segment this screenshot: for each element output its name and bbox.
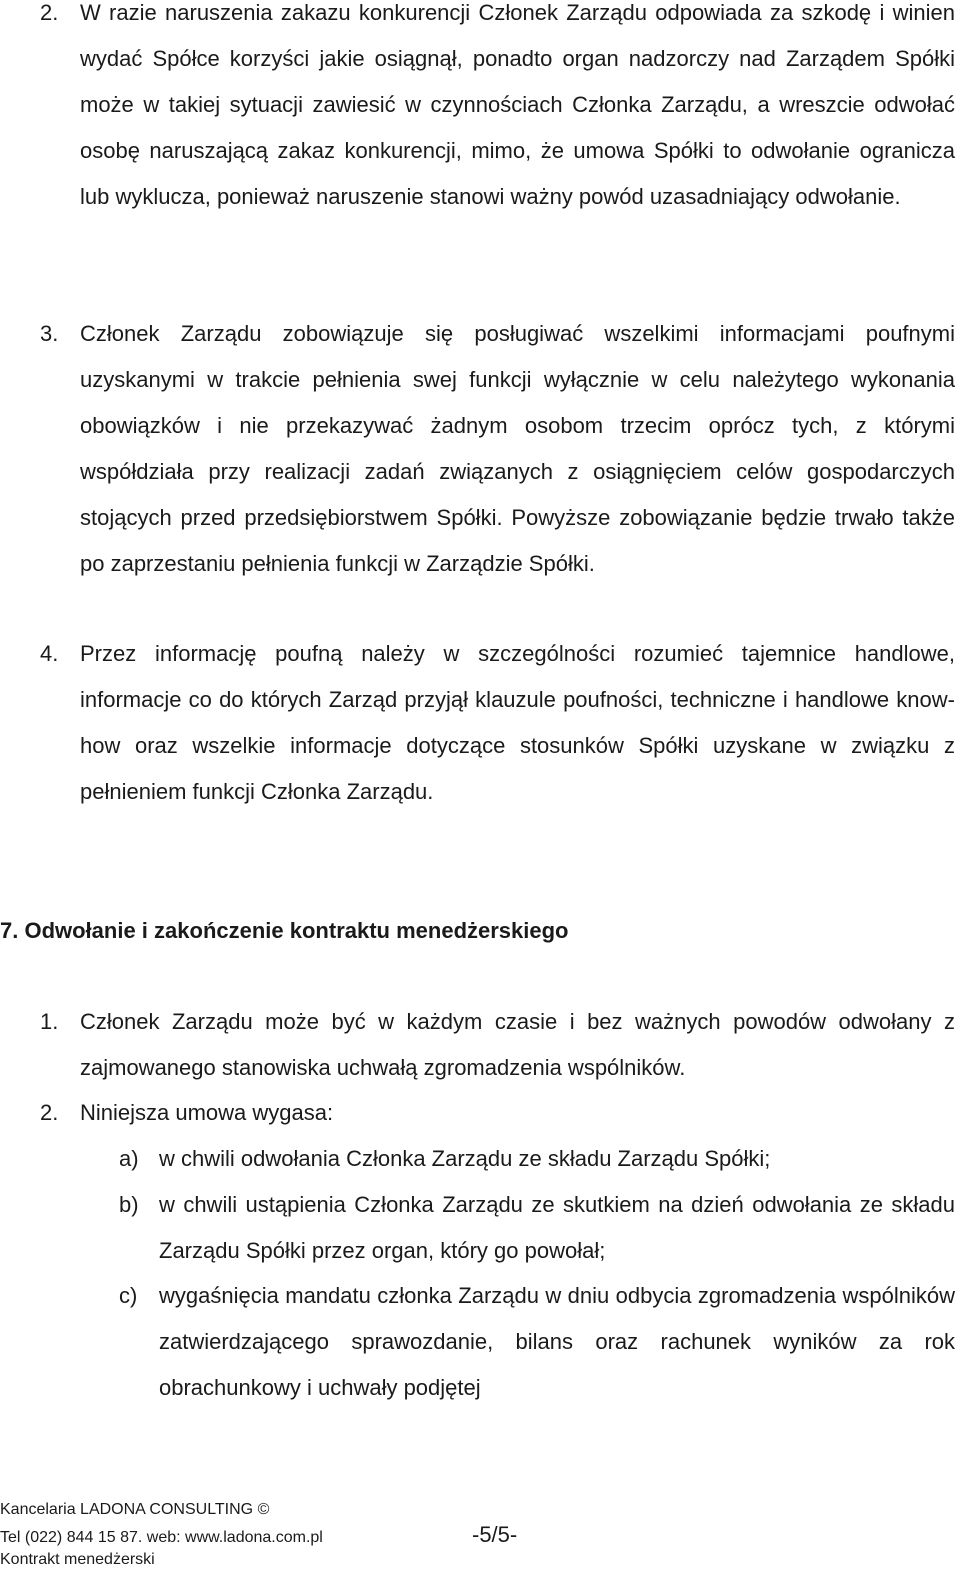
paragraph-item-2 <box>40 0 955 220</box>
page-number: -5/5- <box>472 1522 518 1547</box>
item-number: 3. <box>40 321 59 346</box>
subitem-text: w chwili odwołania Członka Zarządu ze składu Zarządu Spółki; <box>159 1146 771 1171</box>
subitem-letter: c) <box>119 1283 138 1308</box>
subitem-text: w chwili ustąpienia Członka Zarządu ze skutkiem na dzień odwołania ze składu Zarządu Spółki przez organ, który go powołał; <box>159 1192 955 1263</box>
item-text: Członek Zarządu może być w każdym czasie i bez ważnych powodów odwołany z zajmowanego stanowiska uchwałą zgromadzenia wspólników. <box>80 1009 955 1080</box>
subitem-c <box>119 1273 955 1411</box>
footer-company: Kancelaria LADONA CONSULTING © <box>0 1501 270 1518</box>
paragraph-item-4 <box>40 631 955 815</box>
subitem-a <box>119 1136 955 1182</box>
section7-item-1 <box>40 999 955 1091</box>
item-text: Przez informację poufną należy w szczególności rozumieć tajemnice handlowe, informacje co do których Zarząd przyjął klauzule poufności, techniczne i handlowe know-how oraz wszelkie informacje dotyczące stosunków Spółki uzyskane w związku z pełnieniem funkcji Członka Zarządu. <box>80 641 955 804</box>
subitem-b <box>119 1182 955 1274</box>
subitem-letter: a) <box>119 1146 139 1171</box>
subitem-letter: b) <box>119 1192 139 1217</box>
item-text: W razie naruszenia zakazu konkurencji Członek Zarządu odpowiada za szkodę i winien wydać Spółce korzyści jakie osiągnął, ponadto organ nadzorczy nad Zarządem Spółki może w takiej sytuacji zawiesić w czynnościach Członka Zarządu, a wreszcie odwołać osobę naruszającą zakaz konkurencji, mimo, że umowa Spółki to odwołanie ogranicza lub wyklucza, ponieważ naruszenie stanowi ważny powód uzasadniający odwołanie. <box>80 0 955 209</box>
item-number: 2. <box>40 0 59 25</box>
item-text: Członek Zarządu zobowiązuje się posługiwać wszelkimi informacjami poufnymi uzyskanymi w trakcie pełnienia swej funkcji wyłącznie w celu należytego wykonania obowiązków i nie przekazywać żadnym osobom trzecim oprócz tych, z którymi współdziała przy realizacji zadań związanych z osiągnięciem celów gospodarczych stojących przed przedsiębiorstwem Spółki. Powyższe zobowiązanie będzie trwało także po zaprzestaniu pełnienia funkcji w Zarządzie Spółki. <box>80 321 955 576</box>
item-text: Niniejsza umowa wygasa: <box>80 1100 334 1125</box>
item-number: 1. <box>40 1009 59 1034</box>
footer-doc-title: Kontrakt menedżerski <box>0 1551 155 1568</box>
item-number: 4. <box>40 641 59 666</box>
section7-item-2 <box>40 1090 955 1136</box>
section-heading: 7. Odwołanie i zakończenie kontraktu menedżerskiego <box>0 918 569 943</box>
paragraph-item-3 <box>40 311 955 587</box>
item-number: 2. <box>40 1100 59 1125</box>
footer-contact: Tel (022) 844 15 87. web: www.ladona.com.pl <box>0 1529 323 1546</box>
subitem-text: wygaśnięcia mandatu członka Zarządu w dniu odbycia zgromadzenia wspólników zatwierdzającego sprawozdanie, bilans oraz rachunek wyników za rok obrachunkowy i uchwały podjętej <box>159 1283 955 1400</box>
